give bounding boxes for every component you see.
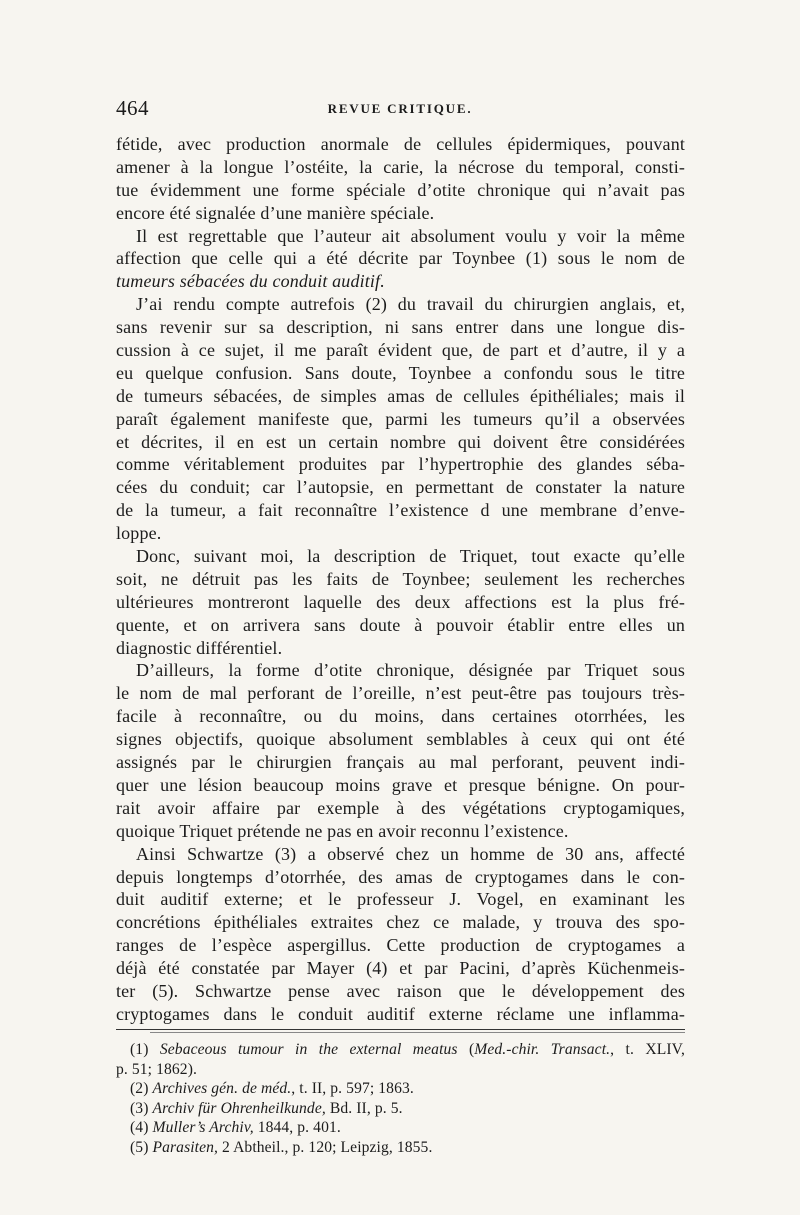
text-line: ultérieures montreront laquelle des deux affections est la plus fré- bbox=[116, 591, 685, 612]
text-line: concrétions épithéliales extraites chez ce malade, y trouva des spo- bbox=[116, 912, 685, 933]
footnote-marker: (4) bbox=[130, 1119, 149, 1137]
text-line: sans revenir sur sa description, ni sans entrer dans une longue dis- bbox=[116, 317, 685, 338]
text-line: loppe. bbox=[116, 523, 162, 544]
footnote-italic: Archiv für Ohrenheilkunde, bbox=[152, 1099, 326, 1117]
text-line: ter (5). Schwartze pense avec raison que le développement des bbox=[116, 980, 685, 1001]
footnote-italic: Sebaceous tumour in the external meatus bbox=[159, 1041, 458, 1058]
footnote-italic: Parasiten, bbox=[152, 1138, 219, 1156]
footnote-italic: Med.-chir. Transact. bbox=[474, 1041, 611, 1058]
page-header bbox=[116, 96, 684, 122]
footnote-divider-thin bbox=[150, 1032, 685, 1033]
text-line: tue évidemment une forme spéciale d’otite chronique qui n’avait pas bbox=[116, 179, 685, 200]
text-line: quoique Triquet prétende ne pas en avoir reconnu l’existence. bbox=[116, 820, 569, 841]
footnote-marker: (5) bbox=[130, 1138, 149, 1156]
text-line: Ainsi Schwartze (3) a observé chez un homme de 30 ans, affecté bbox=[136, 843, 685, 864]
text-line: soit, ne détruit pas les faits de Toynbee; seulement les recherches bbox=[116, 568, 685, 589]
footnote-text: 2 Abtheil., p. 120; Leipzig, 1855. bbox=[218, 1138, 433, 1156]
text-line: assignés par le chirurgien français au mal perforant, peuvent indi- bbox=[116, 752, 685, 773]
text-line: et décrites, il en est un certain nombre qui doivent être considérées bbox=[116, 431, 685, 452]
text-line: quer une lésion beaucoup moins grave et presque bénigne. On pour- bbox=[116, 774, 685, 795]
body-text bbox=[116, 133, 685, 1026]
text-line: Il est regrettable que l’auteur ait absolument voulu y voir la même bbox=[136, 225, 685, 246]
text-line bbox=[116, 270, 685, 293]
text-line: ranges de l’espèce aspergillus. Cette production de cryptogames a bbox=[116, 935, 685, 956]
italic-title: tumeurs sébacées du conduit auditif. bbox=[116, 271, 385, 292]
footnote-marker: (3) bbox=[130, 1099, 149, 1117]
footnote-text: ( bbox=[457, 1041, 475, 1058]
footnote-text: 1844, p. 401. bbox=[253, 1119, 341, 1137]
footnote-text: , t. XLIV, bbox=[610, 1041, 685, 1058]
text-line: eu quelque confusion. Sans doute, Toynbee a confondu sous le titre bbox=[116, 362, 685, 383]
footnote-divider bbox=[116, 1029, 685, 1030]
text-line: amener à la longue l’ostéite, la carie, la nécrose du temporal, consti- bbox=[116, 156, 685, 177]
text-line: cryptogames dans le conduit auditif externe réclame une inflamma- bbox=[116, 1003, 685, 1024]
text-line: quente, et on arrivera sans doute à pouvoir établir entre elles un bbox=[116, 614, 685, 635]
footnote-italic: Muller’s Archiv, bbox=[152, 1119, 254, 1137]
text-line: encore été signalée d’une manière spéciale. bbox=[116, 202, 435, 223]
text-line: facile à reconnaître, ou du moins, dans certaines otorrhées, les bbox=[116, 706, 685, 727]
text-line: cées du conduit; car l’autopsie, en permettant de constater la nature bbox=[116, 477, 685, 498]
text-line: signes objectifs, quoique absolument semblables à ceux qui ont été bbox=[116, 729, 685, 750]
footnote-italic: Archives gén. de méd. bbox=[152, 1080, 292, 1098]
text-line: Donc, suivant moi, la description de Triquet, tout exacte qu’elle bbox=[136, 546, 685, 567]
text-line: déjà été constatée par Mayer (4) et par Pacini, d’après Küchenmeis- bbox=[116, 958, 685, 979]
text-line: diagnostic différentiel. bbox=[116, 637, 283, 658]
text-line: depuis longtemps d’otorrhée, des amas de cryptogames dans le con- bbox=[116, 866, 685, 887]
running-title: REVUE CRITIQUE. bbox=[327, 101, 473, 116]
footnote-4 bbox=[116, 1118, 685, 1138]
footnote-5 bbox=[116, 1138, 685, 1158]
text-line: D’ailleurs, la forme d’otite chronique, désignée par Triquet sous bbox=[136, 660, 685, 681]
text-line: comme véritablement produites par l’hypertrophie des glandes séba- bbox=[116, 454, 685, 475]
footnote-text: , t. II, p. 597; 1863. bbox=[291, 1080, 414, 1098]
footnote-marker: (1) bbox=[130, 1041, 149, 1058]
footnote-1-continuation: p. 51; 1862). bbox=[116, 1060, 197, 1078]
footnote-2 bbox=[116, 1079, 685, 1099]
text-line: le nom de mal perforant de l’oreille, n’est peut-être pas toujours très- bbox=[116, 683, 685, 704]
text-line: duit auditif externe; et le professeur J. Vogel, en examinant les bbox=[116, 889, 685, 910]
footnotes bbox=[116, 1040, 685, 1158]
text-line: de tumeurs sébacées, de simples amas de cellules épithéliales; mais il bbox=[116, 385, 685, 406]
text-line: paraît également manifeste que, parmi les tumeurs qu’il a observées bbox=[116, 408, 685, 429]
footnote-3 bbox=[116, 1099, 685, 1119]
page-number: 464 bbox=[116, 96, 149, 120]
text-line: fétide, avec production anormale de cellules épidermiques, pouvant bbox=[116, 134, 685, 154]
footnote-text: Bd. II, p. 5. bbox=[325, 1099, 403, 1117]
text-line: rait avoir affaire par exemple à des végétations cryptogamiques, bbox=[116, 797, 685, 818]
text-line: affection que celle qui a été décrite par Toynbee (1) sous le nom de bbox=[116, 248, 685, 269]
text-line: J’ai rendu compte autrefois (2) du travail du chirurgien anglais, et, bbox=[136, 294, 685, 315]
text-line: cussion à ce sujet, il me paraît évident que, de part et d’autre, il y a bbox=[116, 340, 685, 361]
text-line: de la tumeur, a fait reconnaître l’existence d une membrane d’enve- bbox=[116, 500, 685, 521]
footnote-1 bbox=[116, 1040, 685, 1060]
footnote-marker: (2) bbox=[130, 1080, 149, 1098]
